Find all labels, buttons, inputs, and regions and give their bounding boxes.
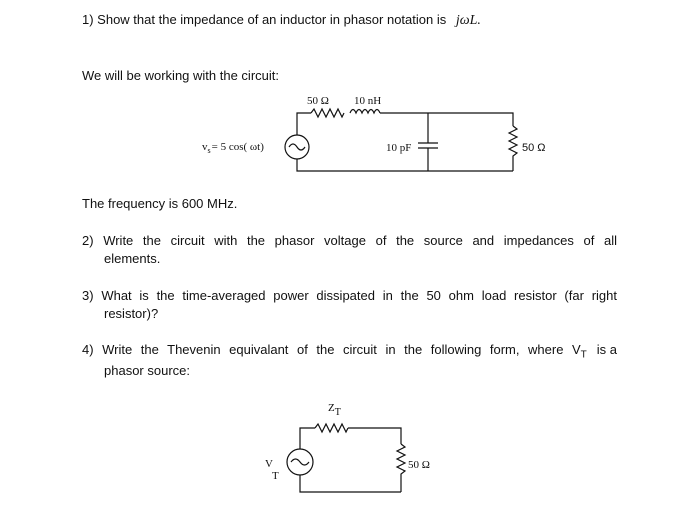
load-resistor-label: 50 Ω [522, 142, 546, 154]
question-4-vt: T [580, 349, 587, 361]
zt-label: ZT [328, 402, 341, 418]
question-4-text-post: is a [596, 342, 617, 357]
source-label: $v_s= 5$ cos( ωt) [202, 141, 264, 155]
question-2-line-2: elements. [104, 251, 161, 266]
frequency-text: The frequency is 600 MHz. [82, 196, 238, 211]
wire-top [348, 428, 401, 444]
load-resistor-label: 50 Ω [408, 459, 430, 471]
circuit-intro: We will be working with the circuit: [82, 68, 279, 83]
inductor-label: 10 nH [354, 95, 382, 107]
zt-impedance-symbol [315, 424, 348, 432]
wire-left-top [300, 428, 315, 449]
load-resistor-symbol [397, 444, 405, 492]
question-4-line-2: phasor source: [104, 363, 190, 378]
vt-subscript: T [272, 470, 279, 482]
question-4-text-pre: 4) Write the Thevenin equivalant of the circuit in the following form, where V [82, 342, 581, 357]
wire-bottom [300, 475, 401, 492]
vt-label: V [265, 458, 273, 470]
question-1-math: jωL. [455, 13, 481, 28]
question-1-text: 1) Show that the impedance of an inductor in phasor notation is [82, 12, 447, 27]
question-3-line-1: 3) What is the time-averaged power dissipated in the 50 ohm load resistor (far right [82, 288, 617, 303]
capacitor-label: 10 pF [386, 142, 412, 154]
sine-wave-icon [291, 459, 309, 465]
question-2-line-1: 2) Write the circuit with the phasor voltage of the source and impedances of all [82, 233, 617, 248]
question-3-line-2: resistor)? [104, 306, 159, 321]
r1-label: 50 Ω [307, 95, 329, 107]
